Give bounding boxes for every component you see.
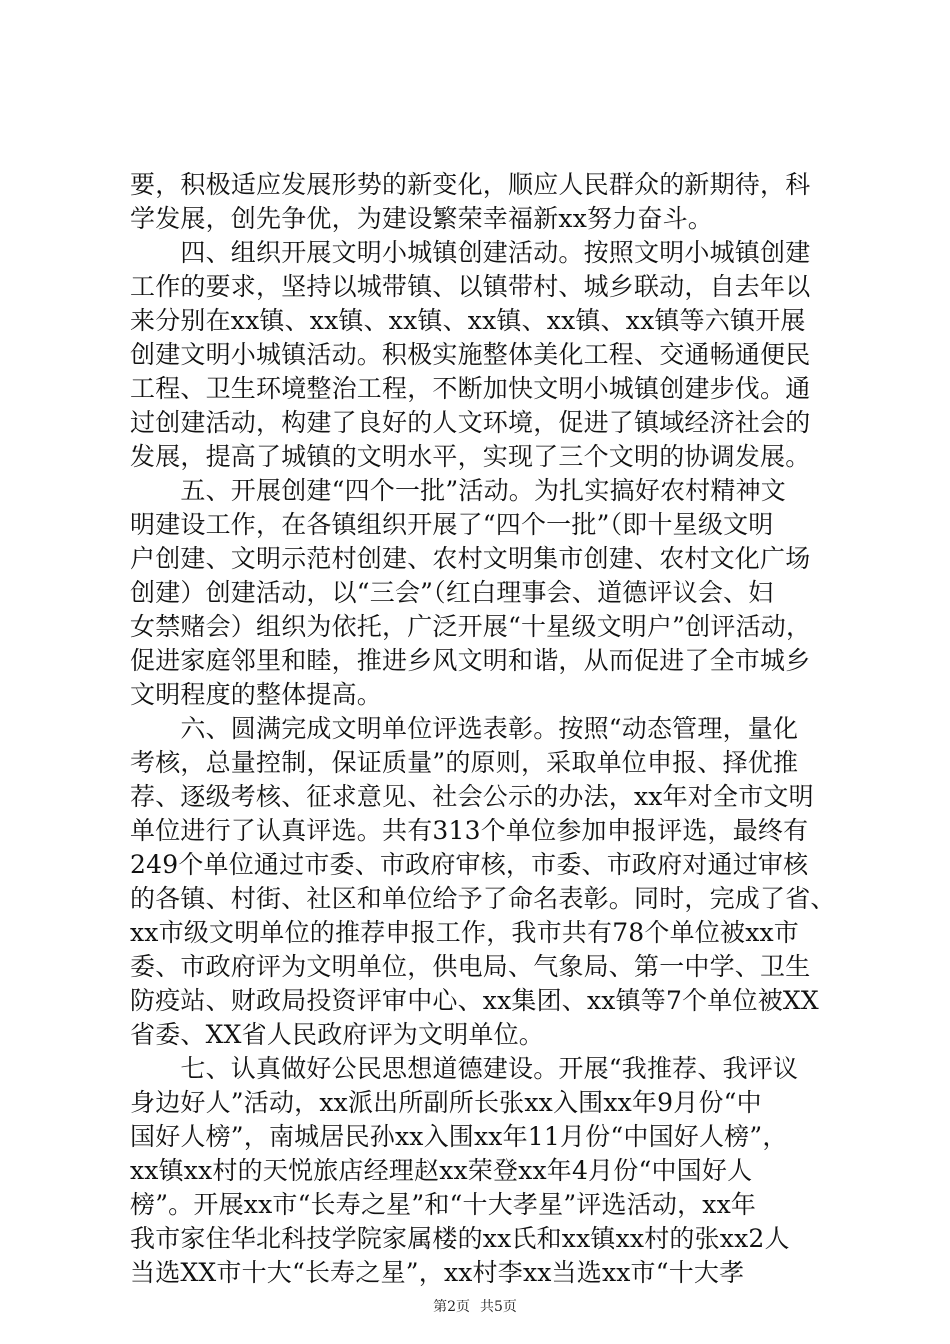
text-line: xx镇xx村的天悦旅店经理赵xx荣登xx年4月份“中国好人 <box>130 1156 753 1185</box>
body-text <box>130 168 836 1290</box>
text-line: 发展，提高了城镇的文明水平，实现了三个文明的协调发展。 <box>130 442 811 471</box>
text-line: 身边好人”活动，xx派出所副所长张xx入围xx年9月份“中 <box>130 1088 762 1117</box>
text-line: xx市级文明单位的推荐申报工作，我市共有78个单位被xx市 <box>130 918 800 947</box>
text-line: 工作的要求，坚持以城带镇、以镇带村、城乡联动，自去年以 <box>130 272 811 301</box>
text-line: 学发展，创先争优，为建设繁荣幸福新xx努力奋斗。 <box>130 204 714 233</box>
text-line: 七、认真做好公民思想道德建设。开展“我推荐、我评议 <box>130 1054 799 1083</box>
text-line: 五、开展创建“四个一批”活动。为扎实搞好农村精神文 <box>130 476 786 505</box>
text-line: 委、市政府评为文明单位，供电局、气象局、第一中学、卫生 <box>130 952 811 981</box>
text-line: 明建设工作，在各镇组织开展了“四个一批”（即十星级文明 <box>130 510 774 539</box>
text-line: 创建）创建活动，以“三会”（红白理事会、道德评议会、妇 <box>130 578 774 607</box>
text-line: 榜”。开展xx市“长寿之星”和“十大孝星”评选活动，xx年 <box>130 1190 757 1219</box>
page-footer <box>0 1298 950 1316</box>
text-line: 户创建、文明示范村创建、农村文明集市创建、农村文化广场 <box>130 544 811 573</box>
text-line: 要，积极适应发展形势的新变化，顺应人民群众的新期待，科 <box>130 170 811 199</box>
text-line: 防疫站、财政局投资评审中心、xx集团、xx镇等7个单位被XX <box>130 986 819 1015</box>
text-line: 过创建活动，构建了良好的人文环境，促进了镇域经济社会的 <box>130 408 811 437</box>
text-line: 工程、卫生环境整治工程，不断加快文明小城镇创建步伐。通 <box>130 374 811 403</box>
page-number: 第2页 <box>433 1299 470 1315</box>
text-line: 考核，总量控制，保证质量”的原则，采取单位申报、择优推 <box>130 748 799 777</box>
page-total: 共5页 <box>480 1299 517 1315</box>
text-line: 单位进行了认真评选。共有313个单位参加申报评选，最终有 <box>130 816 809 845</box>
text-line: 荐、逐级考核、征求意见、社会公示的办法，xx年对全市文明 <box>130 782 814 811</box>
text-line: 创建文明小城镇活动。积极实施整体美化工程、交通畅通便民 <box>130 340 811 369</box>
text-line: 省委、XX省人民政府评为文明单位。 <box>130 1020 544 1049</box>
text-line: 文明程度的整体提高。 <box>130 680 383 709</box>
text-line: 国好人榜”，南城居民孙xx入围xx年11月份“中国好人榜”， <box>130 1122 788 1151</box>
text-line: 当选XX市十大“长寿之星”，xx村李xx当选xx市“十大孝 <box>130 1258 745 1287</box>
text-line: 来分别在xx镇、xx镇、xx镇、xx镇、xx镇、xx镇等六镇开展 <box>130 306 806 335</box>
text-line: 249个单位通过市委、市政府审核，市委、市政府对通过审核 <box>130 850 809 879</box>
text-line: 六、圆满完成文明单位评选表彰。按照“动态管理，量化 <box>130 714 799 743</box>
text-line: 的各镇、村街、社区和单位给予了命名表彰。同时，完成了省、 <box>130 884 836 913</box>
text-line: 四、组织开展文明小城镇创建活动。按照文明小城镇创建 <box>130 238 811 267</box>
text-line: 我市家住华北科技学院家属楼的xx氏和xx镇xx村的张xx2人 <box>130 1224 790 1253</box>
text-line: 促进家庭邻里和睦，推进乡风文明和谐，从而促进了全市城乡 <box>130 646 811 675</box>
text-line: 女禁赌会）组织为依托，广泛开展“十星级文明户”创评活动， <box>130 612 812 641</box>
